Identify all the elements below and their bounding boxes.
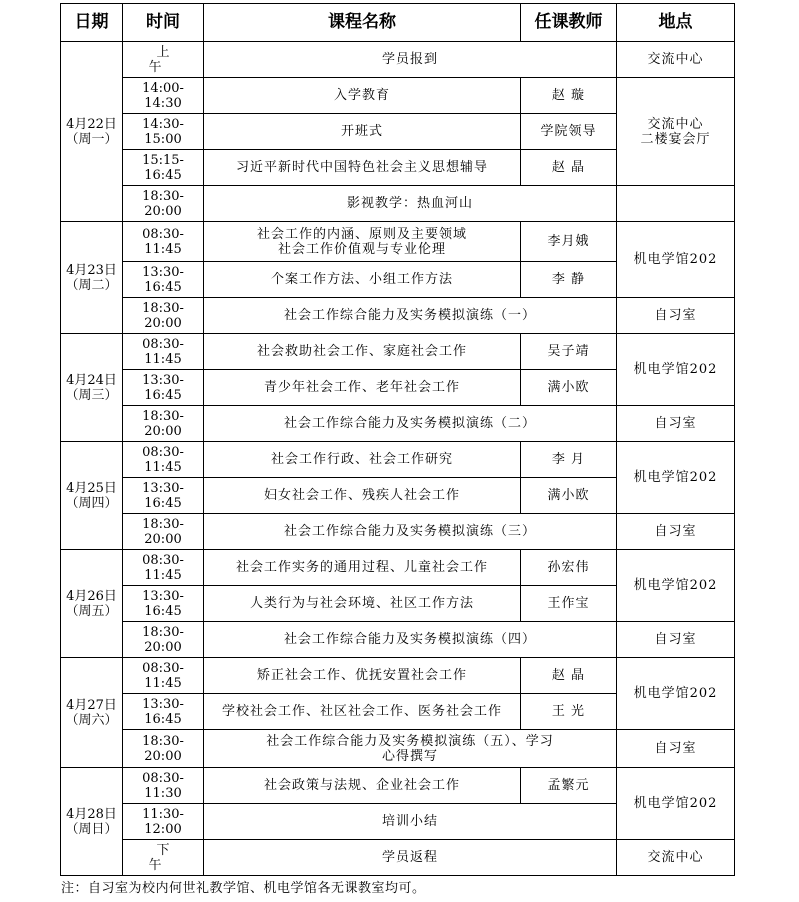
teacher-cell: 赵 晶: [521, 150, 617, 186]
course-cell: 社会工作综合能力及实务模拟演练（三）: [204, 514, 617, 550]
weekday-label: （周一）: [65, 131, 118, 147]
table-row: [61, 840, 735, 876]
time-cell: 13:30-16:45: [123, 370, 204, 406]
time-cell: 08:30-11:45: [123, 222, 204, 262]
course-cell: 社会救助社会工作、家庭社会工作: [204, 334, 521, 370]
place-cell: 自习室: [617, 514, 735, 550]
course-cell: 开班式: [204, 114, 521, 150]
time-cell: 18:30-20:00: [123, 186, 204, 222]
teacher-cell: 满小欧: [521, 370, 617, 406]
course-cell: 社会政策与法规、企业社会工作: [204, 768, 521, 804]
teacher-cell: 李月娥: [521, 222, 617, 262]
course-cell: 入学教育: [204, 78, 521, 114]
time-label: 下 午: [148, 842, 186, 873]
time-label: 上 午: [148, 44, 186, 75]
place-cell: [617, 186, 735, 222]
course-cell: 妇女社会工作、残疾人社会工作: [204, 478, 521, 514]
course-cell: [204, 222, 521, 262]
weekday-label: （周三）: [65, 387, 118, 403]
table-row: [61, 334, 735, 370]
time-cell: 08:30-11:30: [123, 768, 204, 804]
table-row: [61, 768, 735, 804]
course-cell: 社会工作综合能力及实务模拟演练（一）: [204, 298, 617, 334]
time-cell: [123, 42, 204, 78]
date-label: 4月22日: [66, 116, 117, 132]
time-cell: 18:30-20:00: [123, 298, 204, 334]
place-cell: 交流中心: [617, 840, 735, 876]
course-cell: 社会工作综合能力及实务模拟演练（二）: [204, 406, 617, 442]
teacher-cell: 王作宝: [521, 586, 617, 622]
course-line: 社会工作综合能力及实务模拟演练（五）、学习: [266, 733, 554, 749]
date-label: 4月24日: [66, 372, 117, 388]
table-header-row: [61, 4, 735, 42]
weekday-label: （周四）: [65, 495, 118, 511]
table-row: [61, 42, 735, 78]
course-line: 社会工作的内涵、原则及主要领域: [256, 226, 467, 242]
time-cell: 13:30-16:45: [123, 262, 204, 298]
place-cell: 机电学馆202: [617, 550, 735, 622]
teacher-cell: 李 静: [521, 262, 617, 298]
time-cell: 13:30-16:45: [123, 586, 204, 622]
date-cell: [61, 442, 123, 550]
place-cell: 自习室: [617, 298, 735, 334]
course-line: 社会工作价值观与专业伦理: [277, 241, 446, 257]
teacher-cell: 吴子靖: [521, 334, 617, 370]
header-course: 课程名称: [204, 4, 521, 42]
course-cell: 培训小结: [204, 804, 617, 840]
table-row: [61, 298, 735, 334]
place-line: 二楼宴会厅: [640, 131, 711, 147]
time-cell: 08:30-11:45: [123, 550, 204, 586]
time-cell: 15:15-16:45: [123, 150, 204, 186]
time-cell: 13:30-16:45: [123, 694, 204, 730]
date-cell: [61, 768, 123, 876]
header-teacher: 任课教师: [521, 4, 617, 42]
header-date: 日期: [61, 4, 123, 42]
place-cell: 交流中心: [617, 42, 735, 78]
time-cell: 11:30-12:00: [123, 804, 204, 840]
date-label: 4月23日: [66, 262, 117, 278]
place-cell: 自习室: [617, 622, 735, 658]
course-cell: 社会工作实务的通用过程、儿童社会工作: [204, 550, 521, 586]
date-cell: [61, 658, 123, 768]
teacher-cell: 赵 璇: [521, 78, 617, 114]
place-cell: 机电学馆202: [617, 222, 735, 298]
course-cell: 社会工作行政、社会工作研究: [204, 442, 521, 478]
table-row: [61, 78, 735, 114]
course-cell: 习近平新时代中国特色社会主义思想辅导: [204, 150, 521, 186]
weekday-label: （周六）: [65, 712, 118, 728]
date-label: 4月25日: [66, 480, 117, 496]
course-cell: 青少年社会工作、老年社会工作: [204, 370, 521, 406]
course-cell: 学员返程: [204, 840, 617, 876]
time-cell: 14:30-15:00: [123, 114, 204, 150]
course-cell: 学校社会工作、社区社会工作、医务社会工作: [204, 694, 521, 730]
course-cell: [204, 730, 617, 768]
course-cell: 矫正社会工作、优抚安置社会工作: [204, 658, 521, 694]
time-cell: 08:30-11:45: [123, 334, 204, 370]
header-time: 时间: [123, 4, 204, 42]
time-cell: 08:30-11:45: [123, 658, 204, 694]
table-row: [61, 186, 735, 222]
table-row: [61, 222, 735, 262]
table-row: [61, 658, 735, 694]
date-label: 4月26日: [66, 588, 117, 604]
date-label: 4月27日: [66, 697, 117, 713]
time-cell: 13:30-16:45: [123, 478, 204, 514]
weekday-label: （周日）: [65, 821, 118, 837]
course-cell: 学员报到: [204, 42, 617, 78]
teacher-cell: 王 光: [521, 694, 617, 730]
date-cell: [61, 42, 123, 222]
time-cell: 08:30-11:45: [123, 442, 204, 478]
table-row: [61, 406, 735, 442]
teacher-cell: 满小欧: [521, 478, 617, 514]
footnote: 注：自习室为校内何世礼教学馆、机电学馆各无课教室均可。: [61, 881, 426, 896]
date-cell: [61, 222, 123, 334]
place-cell: 机电学馆202: [617, 442, 735, 514]
place-line: 交流中心: [647, 116, 704, 132]
teacher-cell: 孙宏伟: [521, 550, 617, 586]
course-cell: 人类行为与社会环境、社区工作方法: [204, 586, 521, 622]
time-cell: 18:30-20:00: [123, 622, 204, 658]
date-cell: [61, 334, 123, 442]
course-cell: 个案工作方法、小组工作方法: [204, 262, 521, 298]
weekday-label: （周五）: [65, 603, 118, 619]
time-cell: [123, 840, 204, 876]
table-row: [61, 514, 735, 550]
date-cell: [61, 550, 123, 658]
table-row: [61, 550, 735, 586]
course-cell: 影视教学：热血河山: [204, 186, 617, 222]
teacher-cell: 学院领导: [521, 114, 617, 150]
place-cell: 机电学馆202: [617, 768, 735, 840]
course-line: 心得撰写: [381, 748, 438, 764]
table-row: [61, 622, 735, 658]
weekday-label: （周二）: [65, 277, 118, 293]
teacher-cell: 孟繁元: [521, 768, 617, 804]
table-row: [61, 442, 735, 478]
time-cell: 18:30-20:00: [123, 730, 204, 768]
time-cell: 18:30-20:00: [123, 514, 204, 550]
table-row: [61, 730, 735, 768]
time-cell: 14:00-14:30: [123, 78, 204, 114]
course-schedule-table: [60, 3, 735, 876]
time-cell: 18:30-20:00: [123, 406, 204, 442]
place-cell: [617, 78, 735, 186]
teacher-cell: 李 月: [521, 442, 617, 478]
teacher-cell: 赵 晶: [521, 658, 617, 694]
place-cell: 机电学馆202: [617, 334, 735, 406]
place-cell: 自习室: [617, 406, 735, 442]
header-place: 地点: [617, 4, 735, 42]
date-label: 4月28日: [66, 806, 117, 822]
place-cell: 自习室: [617, 730, 735, 768]
place-cell: 机电学馆202: [617, 658, 735, 730]
course-cell: 社会工作综合能力及实务模拟演练（四）: [204, 622, 617, 658]
